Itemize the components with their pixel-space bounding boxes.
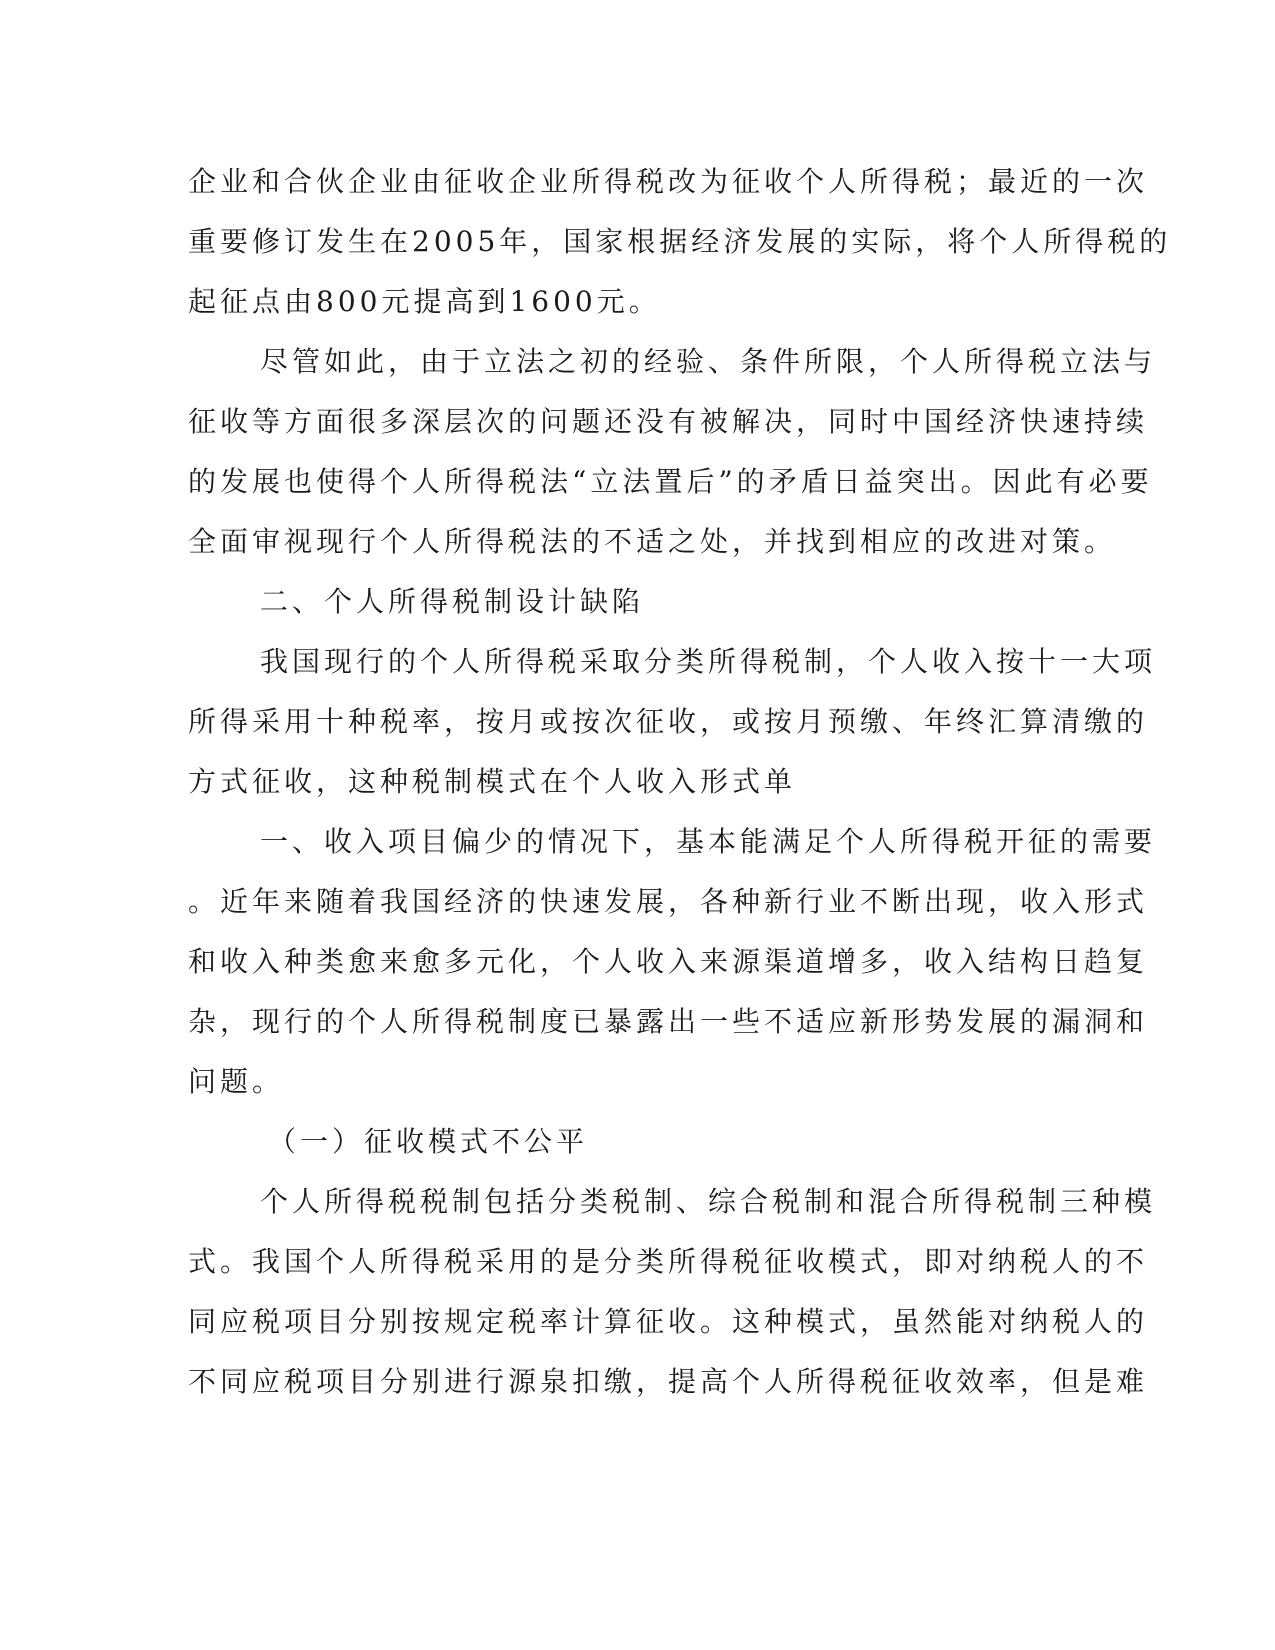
- text-line: 杂，现行的个人所得税制度已暴露出一些不适应新形势发展的漏洞和: [188, 1005, 1149, 1038]
- text-line: 。近年来随着我国经济的快速发展，各种新行业不断出现，收入形式: [188, 885, 1149, 918]
- text-line: 和收入种类愈来愈多元化，个人收入来源渠道增多，收入结构日趋复: [188, 945, 1149, 978]
- text-line: 企业和合伙企业由征收企业所得税改为征收个人所得税；最近的一次: [188, 165, 1149, 198]
- text-line: 式。我国个人所得税采用的是分类所得税征收模式，即对纳税人的不: [188, 1245, 1149, 1278]
- paragraph-start-line: 我国现行的个人所得税采取分类所得税制，个人收入按十一大项: [260, 645, 1157, 678]
- paragraph-start-line: 个人所得税税制包括分类税制、综合税制和混合所得税制三种模: [260, 1185, 1157, 1218]
- text-line: 不同应税项目分别进行源泉扣缴，提高个人所得税征收效率，但是难: [188, 1365, 1149, 1398]
- text-line: 重要修订发生在2005年，国家根据经济发展的实际，将个人所得税的: [188, 225, 1172, 258]
- text-line: 方式征收，这种税制模式在个人收入形式单: [188, 765, 797, 798]
- paragraph-start-line: 一、收入项目偏少的情况下，基本能满足个人所得税开征的需要: [260, 825, 1157, 858]
- text-line: 问题。: [188, 1065, 285, 1098]
- text-line: 征收等方面很多深层次的问题还没有被解决，同时中国经济快速持续: [188, 405, 1149, 438]
- paragraph-start-line: 尽管如此，由于立法之初的经验、条件所限，个人所得税立法与: [260, 345, 1157, 378]
- text-line: 起征点由800元提高到1600元。: [188, 285, 661, 318]
- subsection-heading: （一）征收模式不公平: [268, 1125, 589, 1158]
- text-line: 同应税项目分别按规定税率计算征收。这种模式，虽然能对纳税人的: [188, 1305, 1149, 1338]
- text-line: 全面审视现行个人所得税法的不适之处，并找到相应的改进对策。: [188, 525, 1117, 558]
- text-line: 的发展也使得个人所得税法“立法置后”的矛盾日益突出。因此有必要: [188, 465, 1153, 498]
- section-heading: 二、个人所得税制设计缺陷: [260, 585, 645, 618]
- text-line: 所得采用十种税率，按月或按次征收，或按月预缴、年终汇算清缴的: [188, 705, 1149, 738]
- body-text: [188, 152, 1172, 1412]
